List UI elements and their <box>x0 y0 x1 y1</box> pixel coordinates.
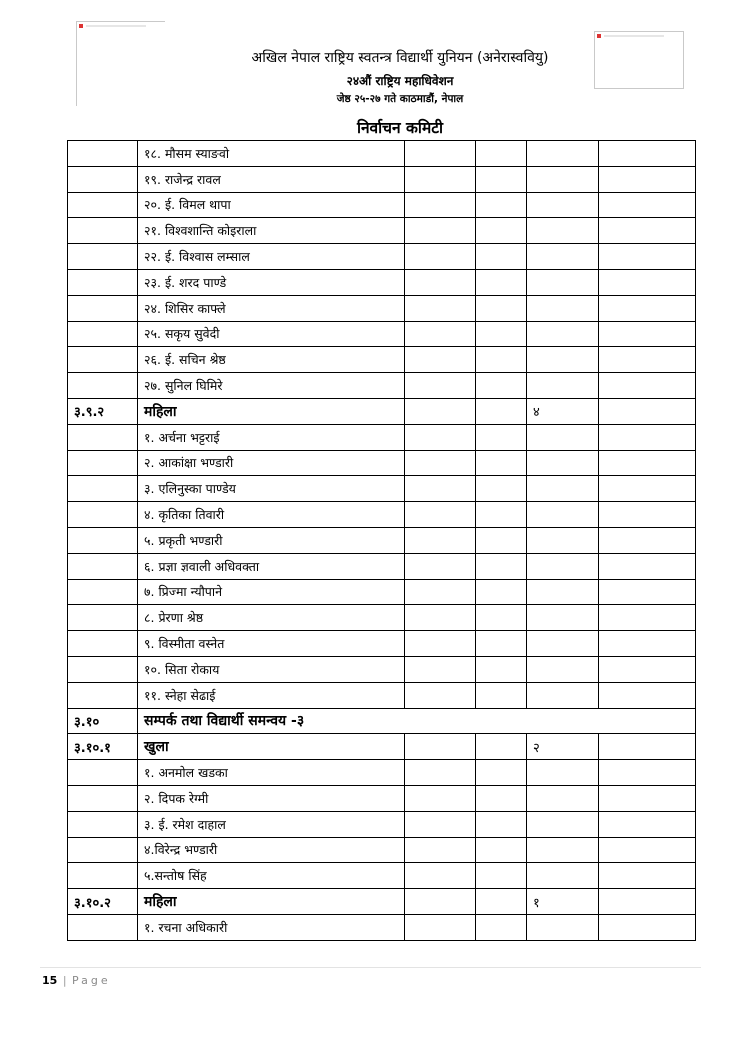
empty-cell <box>68 682 138 708</box>
empty-cell <box>68 166 138 192</box>
empty-cell <box>527 682 599 708</box>
empty-cell <box>527 450 599 476</box>
page-word: Page <box>72 974 111 987</box>
table-row <box>68 450 696 476</box>
table-row <box>68 269 696 295</box>
empty-cell <box>599 424 696 450</box>
empty-cell <box>476 141 527 167</box>
empty-cell <box>527 295 599 321</box>
empty-cell <box>405 914 476 940</box>
empty-cell <box>476 579 527 605</box>
empty-cell <box>405 605 476 631</box>
table-row <box>68 192 696 218</box>
empty-cell <box>599 837 696 863</box>
empty-cell <box>405 269 476 295</box>
empty-cell <box>527 527 599 553</box>
empty-cell <box>599 244 696 270</box>
empty-cell <box>599 760 696 786</box>
table-row <box>68 347 696 373</box>
member-name: १०. सिता रोकाय <box>138 656 405 682</box>
section-name: सम्पर्क तथा विद्यार्थी समन्वय -३ <box>138 708 696 734</box>
empty-cell <box>599 863 696 889</box>
empty-cell <box>68 914 138 940</box>
empty-cell <box>527 218 599 244</box>
empty-cell <box>476 863 527 889</box>
empty-cell <box>599 192 696 218</box>
empty-cell <box>599 269 696 295</box>
table-row <box>68 553 696 579</box>
member-name: २३. ई. शरद पाण्डे <box>138 269 405 295</box>
empty-cell <box>599 166 696 192</box>
table-row <box>68 579 696 605</box>
page-title: निर्वाचन कमिटी <box>356 119 444 137</box>
empty-cell <box>68 192 138 218</box>
table-row <box>68 527 696 553</box>
category-name: महिला <box>138 889 405 915</box>
member-name: २७. सुनिल घिमिरे <box>138 373 405 399</box>
empty-cell <box>476 347 527 373</box>
member-name: ९. विस्मीता वस्नेत <box>138 631 405 657</box>
committee-table-body <box>68 141 696 941</box>
empty-cell <box>527 605 599 631</box>
empty-cell <box>405 398 476 424</box>
table-row <box>68 321 696 347</box>
empty-cell <box>527 141 599 167</box>
empty-cell <box>476 398 527 424</box>
category-code: ३.९.२ <box>68 398 138 424</box>
empty-cell <box>405 863 476 889</box>
empty-cell <box>405 192 476 218</box>
empty-cell <box>476 811 527 837</box>
category-name: महिला <box>138 398 405 424</box>
empty-cell <box>405 321 476 347</box>
member-name: २५. सकृय सुवेदी <box>138 321 405 347</box>
empty-cell <box>405 347 476 373</box>
empty-cell <box>476 192 527 218</box>
empty-cell <box>476 450 527 476</box>
member-name: ११. स्नेहा सेढाई <box>138 682 405 708</box>
category-code: ३.१०.२ <box>68 889 138 915</box>
empty-cell <box>476 244 527 270</box>
empty-cell <box>68 863 138 889</box>
empty-cell <box>405 631 476 657</box>
empty-cell <box>527 553 599 579</box>
empty-cell <box>476 424 527 450</box>
table-row <box>68 785 696 811</box>
empty-cell <box>527 424 599 450</box>
member-name: ५. प्रकृती भण्डारी <box>138 527 405 553</box>
category-row <box>68 889 696 915</box>
empty-cell <box>599 321 696 347</box>
empty-cell <box>476 605 527 631</box>
empty-cell <box>599 553 696 579</box>
member-name: ३. ई. रमेश दाहाल <box>138 811 405 837</box>
empty-cell <box>68 502 138 528</box>
empty-cell <box>599 450 696 476</box>
table-row <box>68 502 696 528</box>
empty-cell <box>405 373 476 399</box>
empty-cell <box>599 785 696 811</box>
empty-cell <box>476 760 527 786</box>
empty-cell <box>405 450 476 476</box>
empty-cell <box>599 656 696 682</box>
empty-cell <box>405 734 476 760</box>
empty-cell <box>68 553 138 579</box>
empty-cell <box>599 502 696 528</box>
table-row <box>68 141 696 167</box>
empty-cell <box>405 502 476 528</box>
empty-cell <box>68 321 138 347</box>
empty-cell <box>599 476 696 502</box>
member-name: ८. प्रेरणा श्रेष्ठ <box>138 605 405 631</box>
empty-cell <box>476 837 527 863</box>
empty-cell <box>68 579 138 605</box>
table-row <box>68 631 696 657</box>
category-code: ३.१०.१ <box>68 734 138 760</box>
empty-cell <box>527 579 599 605</box>
empty-cell <box>599 914 696 940</box>
empty-cell <box>405 682 476 708</box>
empty-cell <box>599 811 696 837</box>
member-name: १. रचना अधिकारी <box>138 914 405 940</box>
table-row <box>68 218 696 244</box>
table-row <box>68 476 696 502</box>
empty-cell <box>68 760 138 786</box>
empty-cell <box>476 785 527 811</box>
member-name: ७. प्रिज्मा न्यौपाने <box>138 579 405 605</box>
empty-cell <box>476 321 527 347</box>
empty-cell <box>476 373 527 399</box>
empty-cell <box>68 476 138 502</box>
member-name: २२. ई. विश्वास लम्साल <box>138 244 405 270</box>
empty-cell <box>405 760 476 786</box>
empty-cell <box>68 811 138 837</box>
empty-cell <box>476 476 527 502</box>
empty-cell <box>599 889 696 915</box>
empty-cell <box>527 631 599 657</box>
empty-cell <box>68 141 138 167</box>
empty-cell <box>68 218 138 244</box>
empty-cell <box>405 244 476 270</box>
empty-cell <box>599 141 696 167</box>
member-name: २१. विश्वशान्ति कोइराला <box>138 218 405 244</box>
table-row <box>68 760 696 786</box>
empty-cell <box>68 527 138 553</box>
member-name: १. अनमोल खडका <box>138 760 405 786</box>
empty-cell <box>405 785 476 811</box>
empty-cell <box>68 605 138 631</box>
convention-date-place: जेष्ठ २५-२७ गते काठमाडौं, नेपाल <box>336 93 464 105</box>
empty-cell <box>405 295 476 321</box>
table-row <box>68 424 696 450</box>
member-name: २०. ई. विमल थापा <box>138 192 405 218</box>
member-name: ४.विरेन्द्र भण्डारी <box>138 837 405 863</box>
empty-cell <box>405 837 476 863</box>
category-count: २ <box>527 734 599 760</box>
empty-cell <box>527 785 599 811</box>
empty-cell <box>527 347 599 373</box>
member-name: ३. एलिनुस्का पाण्डेय <box>138 476 405 502</box>
empty-cell <box>527 373 599 399</box>
table-row <box>68 373 696 399</box>
empty-cell <box>405 141 476 167</box>
empty-cell <box>68 244 138 270</box>
empty-cell <box>68 656 138 682</box>
member-name: ६. प्रज्ञा ज्ञवाली अधिवक्ता <box>138 553 405 579</box>
table-row <box>68 837 696 863</box>
empty-cell <box>527 914 599 940</box>
empty-cell <box>527 760 599 786</box>
empty-cell <box>476 631 527 657</box>
table-row <box>68 244 696 270</box>
empty-cell <box>476 914 527 940</box>
empty-cell <box>405 476 476 502</box>
table-row <box>68 295 696 321</box>
empty-cell <box>476 889 527 915</box>
page-number: 15 <box>42 974 58 987</box>
empty-cell <box>68 631 138 657</box>
category-row <box>68 398 696 424</box>
empty-cell <box>476 682 527 708</box>
empty-cell <box>68 450 138 476</box>
page-footer <box>42 974 111 987</box>
footer-divider <box>40 967 701 968</box>
empty-cell <box>68 269 138 295</box>
member-name: २. आकांक्षा भण्डारी <box>138 450 405 476</box>
member-name: ४. कृतिका तिवारी <box>138 502 405 528</box>
committee-table <box>67 140 696 941</box>
empty-cell <box>405 579 476 605</box>
empty-cell <box>68 424 138 450</box>
empty-cell <box>405 656 476 682</box>
empty-cell <box>476 527 527 553</box>
table-row <box>68 605 696 631</box>
empty-cell <box>527 811 599 837</box>
section-code: ३.१० <box>68 708 138 734</box>
empty-cell <box>68 785 138 811</box>
empty-cell <box>599 605 696 631</box>
empty-cell <box>476 502 527 528</box>
category-row <box>68 734 696 760</box>
member-name: २६. ई. सचिन श्रेष्ठ <box>138 347 405 373</box>
empty-cell <box>476 734 527 760</box>
empty-cell <box>599 631 696 657</box>
empty-cell <box>405 527 476 553</box>
empty-cell <box>476 166 527 192</box>
empty-cell <box>527 321 599 347</box>
empty-cell <box>68 373 138 399</box>
empty-cell <box>599 682 696 708</box>
empty-cell <box>527 166 599 192</box>
empty-cell <box>68 837 138 863</box>
table-row <box>68 656 696 682</box>
empty-cell <box>599 398 696 424</box>
footer-separator: | <box>62 974 67 987</box>
empty-cell <box>527 502 599 528</box>
empty-cell <box>527 837 599 863</box>
empty-cell <box>527 269 599 295</box>
table-row <box>68 166 696 192</box>
empty-cell <box>527 863 599 889</box>
empty-cell <box>405 424 476 450</box>
empty-cell <box>476 656 527 682</box>
empty-cell <box>599 579 696 605</box>
member-name: १८. मौसम स्याङवो <box>138 141 405 167</box>
empty-cell <box>405 889 476 915</box>
table-row <box>68 863 696 889</box>
empty-cell <box>527 192 599 218</box>
empty-cell <box>68 347 138 373</box>
convention-name: २४औं राष्ट्रिय महाधिवेशन <box>346 74 454 88</box>
empty-cell <box>527 476 599 502</box>
empty-cell <box>599 218 696 244</box>
empty-cell <box>527 244 599 270</box>
member-name: २. दिपक रेग्मी <box>138 785 405 811</box>
empty-cell <box>476 553 527 579</box>
table-row <box>68 914 696 940</box>
empty-cell <box>405 218 476 244</box>
empty-cell <box>599 347 696 373</box>
empty-cell <box>476 269 527 295</box>
empty-cell <box>527 656 599 682</box>
member-name: १. अर्चना भट्टराई <box>138 424 405 450</box>
category-count: १ <box>527 889 599 915</box>
section-row <box>68 708 696 734</box>
empty-cell <box>405 166 476 192</box>
member-name: १९. राजेन्द्र रावल <box>138 166 405 192</box>
organization-name: अखिल नेपाल राष्ट्रिय स्वतन्त्र विद्यार्थी युनियन (अनेरास्ववियु) <box>251 50 549 66</box>
table-row <box>68 682 696 708</box>
empty-cell <box>599 295 696 321</box>
member-name: २४. शिसिर काफ्ले <box>138 295 405 321</box>
empty-cell <box>476 218 527 244</box>
category-count: ४ <box>527 398 599 424</box>
empty-cell <box>405 811 476 837</box>
empty-cell <box>405 553 476 579</box>
member-name: ५.सन्तोष सिंह <box>138 863 405 889</box>
empty-cell <box>599 527 696 553</box>
empty-cell <box>599 734 696 760</box>
table-row <box>68 811 696 837</box>
empty-cell <box>599 373 696 399</box>
category-name: खुला <box>138 734 405 760</box>
empty-cell <box>476 295 527 321</box>
empty-cell <box>68 295 138 321</box>
